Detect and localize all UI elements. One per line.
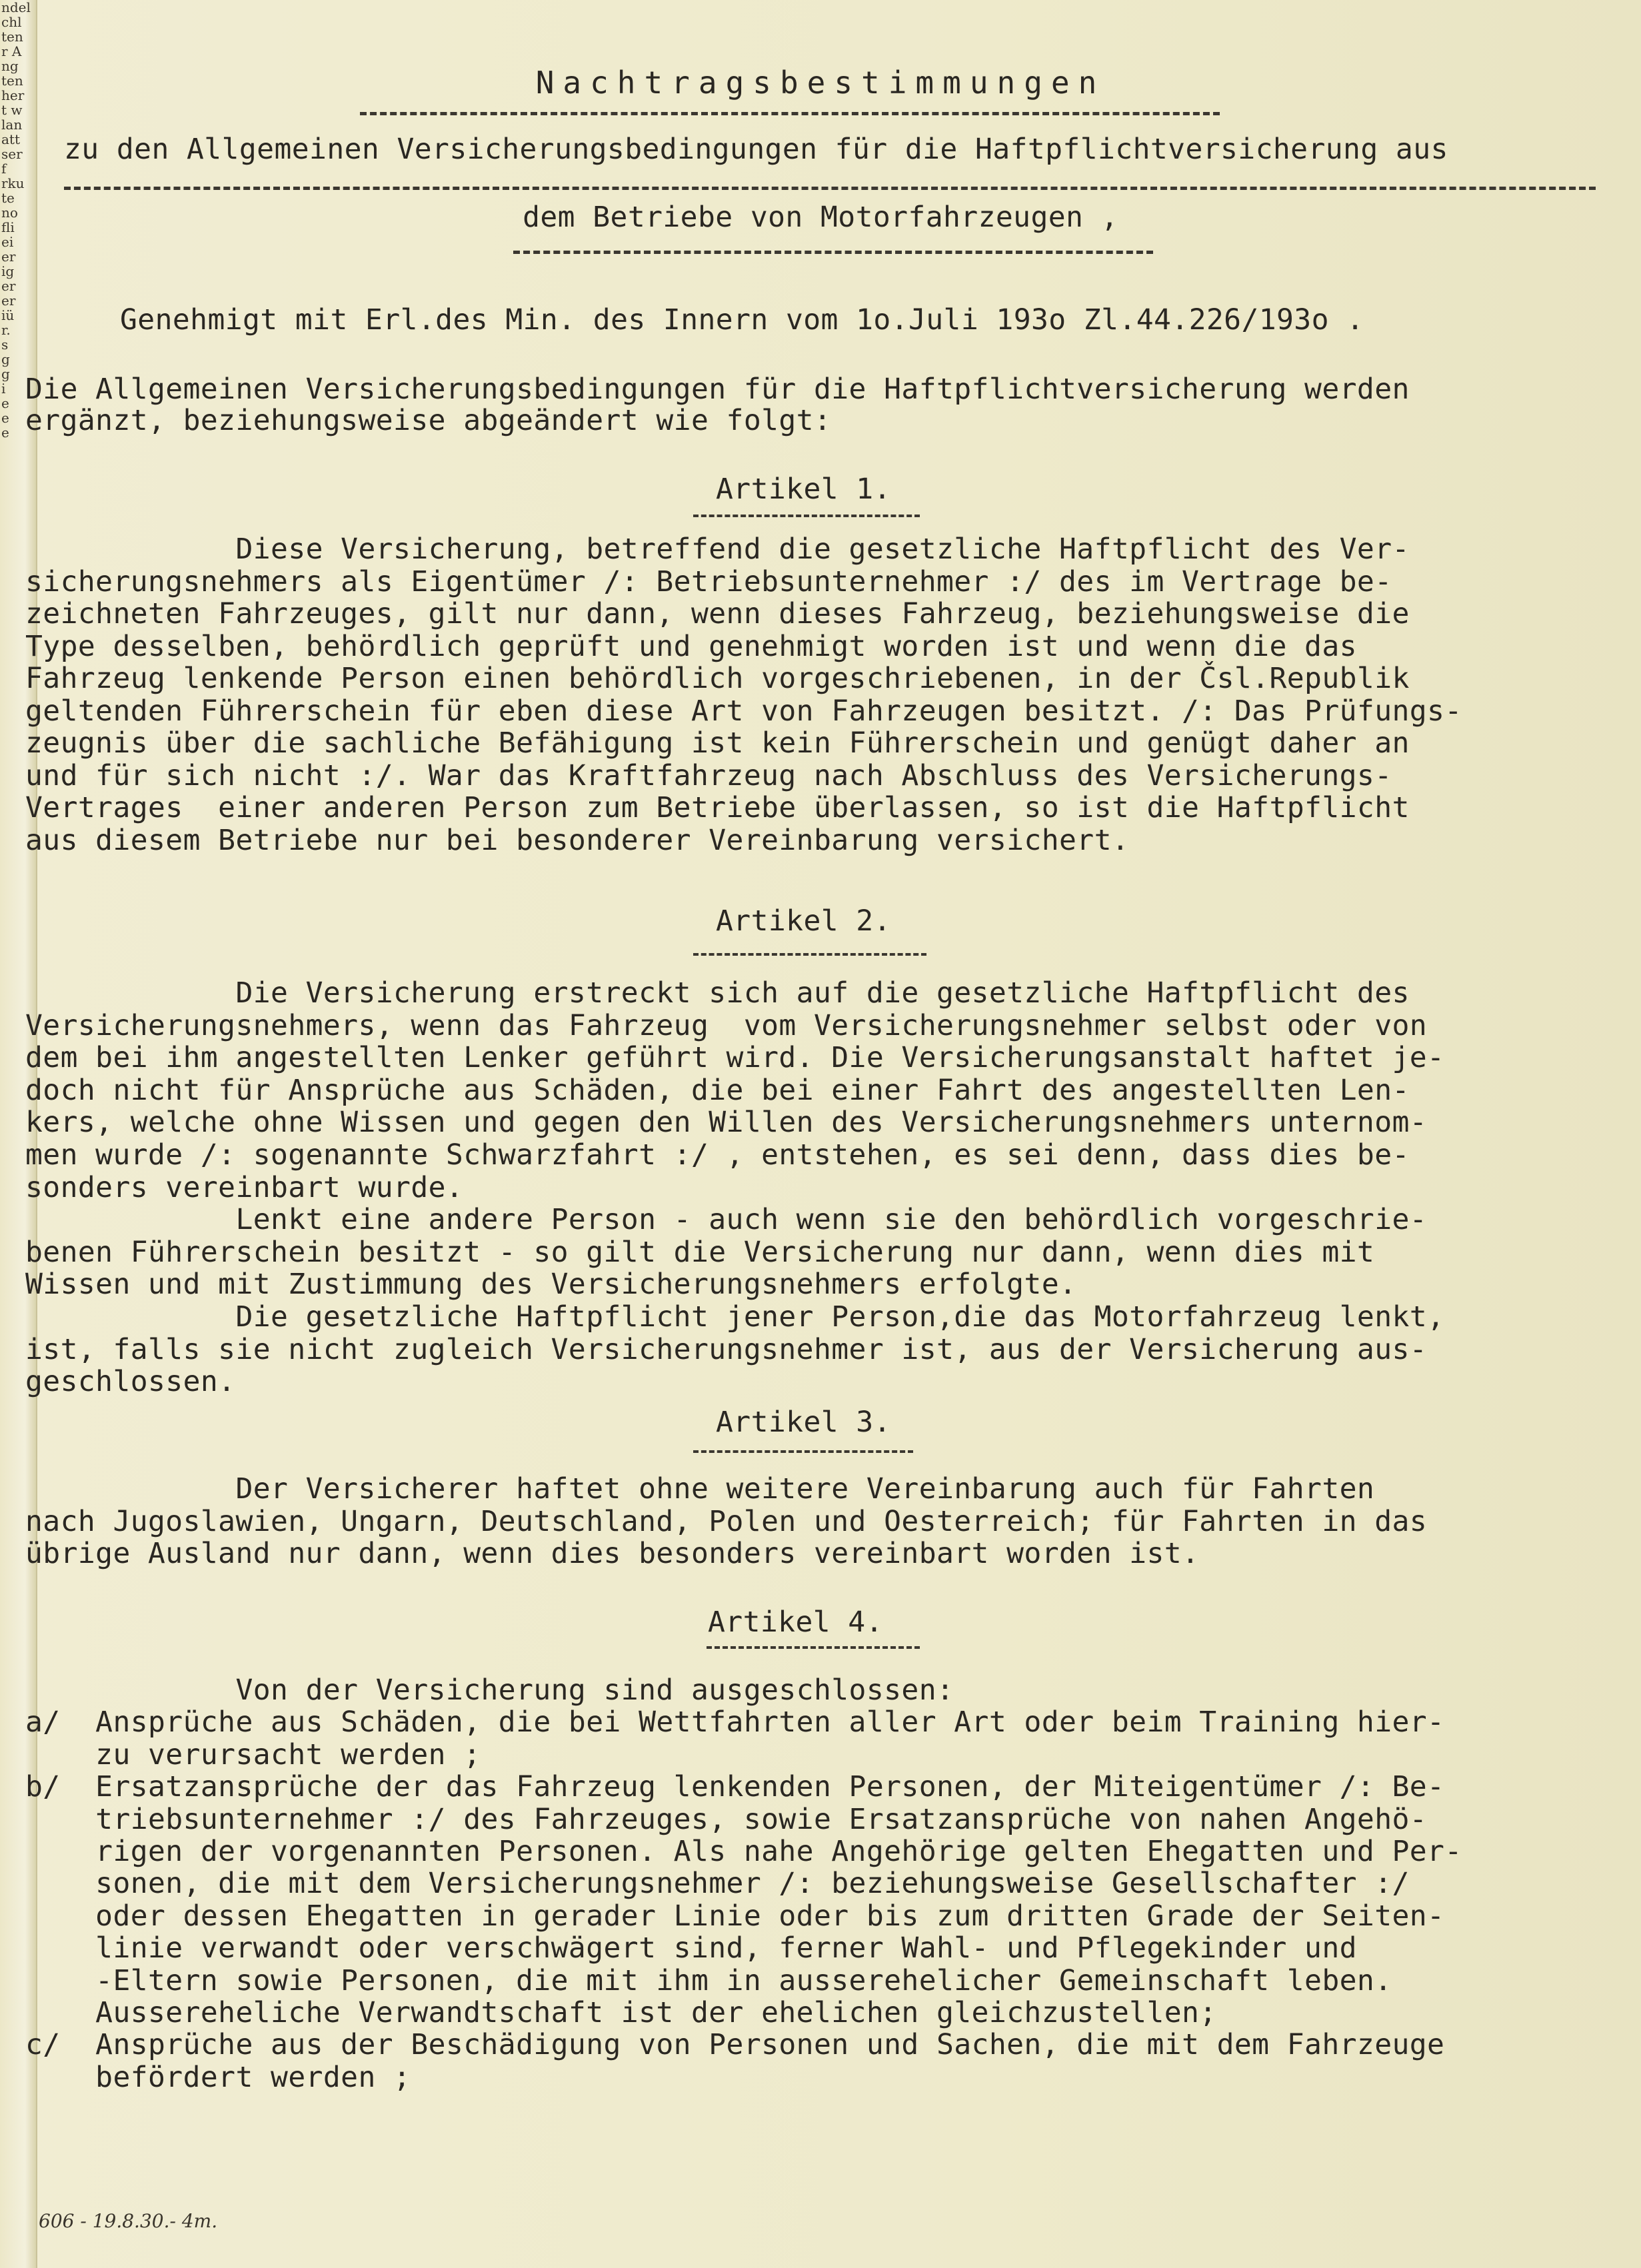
margin-fragment: lan	[1, 117, 23, 133]
margin-fragment: ten	[1, 29, 23, 45]
margin-fragment: te	[1, 190, 15, 206]
margin-fragment: e	[1, 425, 9, 441]
article-heading: Artikel 3.	[716, 1406, 891, 1439]
text-line: befördert werden ;	[25, 2060, 411, 2094]
margin-fragment: ndel	[1, 0, 31, 15]
article-heading-underline	[693, 953, 926, 956]
text-line: sicherungsnehmers als Eigentümer /: Betriebsunternehmer :/ des im Vertrage be-	[25, 565, 1392, 598]
margin-fragment: e	[1, 410, 9, 426]
text-line: zu verursacht werden ;	[25, 1737, 481, 1771]
margin-fragment: ser	[1, 146, 23, 162]
text-line: doch nicht für Ansprüche aus Schäden, die bei einer Fahrt des angestellten Len-	[25, 1073, 1410, 1107]
text-line: men wurde /: sogenannte Schwarzfahrt :/ , entstehen, es sei denn, dass dies be-	[25, 1138, 1410, 1172]
margin-fragment: ng	[1, 58, 19, 74]
article-heading-underline	[693, 515, 920, 517]
text-line: und für sich nicht :/. War das Kraftfahrzeug nach Abschluss des Versicherungs-	[25, 758, 1392, 792]
text-line: dem bei ihm angestellten Lenker geführt wird. Die Versicherungsanstalt haftet je-	[25, 1041, 1445, 1075]
intro-line: ergänzt, beziehungsweise abgeändert wie folgt:	[25, 404, 832, 437]
margin-fragment: e	[1, 395, 9, 411]
approval-note: Genehmigt mit Erl.des Min. des Innern vom 1o.Juli 193o Zl.44.226/193o .	[120, 303, 1364, 337]
text-line: geltenden Führerschein für eben diese Art von Fahrzeugen besitzt. /: Das Prüfungs-	[25, 694, 1462, 728]
text-line: Vertrages einer anderen Person zum Betriebe überlassen, so ist die Haftpflicht	[25, 791, 1410, 824]
margin-fragment: r.	[1, 322, 11, 338]
text-line: sonders vereinbart wurde.	[25, 1170, 464, 1204]
margin-fragment: t w	[1, 102, 23, 118]
margin-fragment: her	[1, 87, 25, 103]
text-line: a/ Ansprüche aus Schäden, die bei Wettfahrten aller Art oder beim Training hier-	[25, 1705, 1445, 1739]
subtitle-line-2: dem Betriebe von Motorfahrzeugen ,	[523, 201, 1118, 234]
text-line: Diese Versicherung, betreffend die gesetzliche Haftpflicht des Ver-	[25, 533, 1410, 566]
text-line: Type desselben, behördlich geprüft und genehmigt worden ist und wenn die das	[25, 629, 1357, 663]
text-line: zeichneten Fahrzeuges, gilt nur dann, wenn dieses Fahrzeug, beziehungsweise die	[25, 597, 1410, 630]
text-line: Lenkt eine andere Person - auch wenn sie den behördlich vorgeschrie-	[25, 1203, 1428, 1237]
text-line: Fahrzeug lenkende Person einen behördlich vorgeschriebenen, in der Čsl.Republik	[25, 662, 1410, 695]
subtitle-line-1: zu den Allgemeinen Versicherungsbedingungen für die Haftpflichtversicherung aus	[64, 133, 1448, 166]
margin-fragment: i	[1, 381, 6, 397]
text-line: kers, welche ohne Wissen und gegen den Willen des Versicherungsnehmers unternom-	[25, 1106, 1428, 1140]
text-line: b/ Ersatzansprüche der das Fahrzeug lenkenden Personen, der Miteigentümer /: Be-	[25, 1770, 1445, 1804]
text-line: linie verwandt oder verschwägert sind, ferner Wahl- und Pflegekinder und	[25, 1931, 1357, 1965]
margin-fragment: er	[1, 278, 16, 294]
margin-fragment: no	[1, 205, 18, 221]
text-line: Versicherungsnehmers, wenn das Fahrzeug vom Versicherungsnehmer selbst oder von	[25, 1008, 1428, 1042]
text-line: Aussereheliche Verwandtschaft ist der ehelichen gleichzustellen;	[25, 1996, 1217, 2029]
margin-fragment: er	[1, 293, 16, 309]
article-heading-underline	[693, 1450, 913, 1453]
text-line: Der Versicherer haftet ohne weitere Vereinbarung auch für Fahrten	[25, 1472, 1375, 1506]
margin-fragment: rku	[1, 175, 25, 191]
margin-fragment: ten	[1, 73, 23, 89]
text-line: ist, falls sie nicht zugleich Versicherungsnehmer ist, aus der Versicherung aus-	[25, 1332, 1428, 1366]
margin-fragment: s	[1, 337, 9, 353]
print-mark: 606 - 19.8.30.- 4m.	[39, 2210, 218, 2232]
article-heading: Artikel 1.	[716, 473, 891, 506]
text-line: rigen der vorgenannten Personen. Als nahe Angehörige gelten Ehegatten und Per-	[25, 1835, 1462, 1868]
text-line: geschlossen.	[25, 1365, 236, 1399]
text-line: nach Jugoslawien, Ungarn, Deutschland, Polen und Oesterreich; für Fahrten in das	[25, 1504, 1428, 1538]
text-line: Die gesetzliche Haftpflicht jener Person,die das Motorfahrzeug lenkt,	[25, 1300, 1445, 1334]
text-line: übrige Ausland nur dann, wenn dies besonders vereinbart worden ist.	[25, 1537, 1200, 1570]
margin-fragment: ei	[1, 234, 14, 250]
text-line: c/ Ansprüche aus der Beschädigung von Personen und Sachen, die mit dem Fahrzeuge	[25, 2028, 1445, 2062]
margin-fragment: f	[1, 161, 7, 177]
text-line: oder dessen Ehegatten in gerader Linie oder bis zum dritten Grade der Seiten-	[25, 1899, 1445, 1933]
text-line: aus diesem Betriebe nur bei besonderer Vereinbarung versichert.	[25, 823, 1130, 857]
margin-fragment: chl	[1, 14, 22, 30]
article-heading-underline	[707, 1646, 920, 1649]
margin-fragment: iü	[1, 307, 15, 323]
margin-fragment: ig	[1, 263, 15, 279]
text-line: Wissen und mit Zustimmung des Versicherungsnehmers erfolgte.	[25, 1268, 1077, 1302]
text-line: sonen, die mit dem Versicherungsnehmer /: beziehungsweise Gesellschafter :/	[25, 1867, 1410, 1901]
article-heading: Artikel 4.	[708, 1606, 883, 1639]
article-heading: Artikel 2.	[716, 904, 891, 938]
margin-fragment: er	[1, 249, 16, 265]
text-line: Von der Versicherung sind ausgeschlossen:	[25, 1674, 954, 1707]
text-line: Die Versicherung erstreckt sich auf die gesetzliche Haftpflicht des	[25, 976, 1410, 1010]
document-title: Nachtragsbestimmungen	[535, 65, 1106, 101]
margin-fragment: r A	[1, 43, 22, 59]
subtitle-rule	[64, 187, 1596, 190]
intro-line: Die Allgemeinen Versicherungsbedingungen für die Haftpflichtversicherung werden	[25, 373, 1410, 406]
margin-fragment: fli	[1, 219, 15, 235]
margin-fragment: att	[1, 131, 20, 147]
text-line: -Eltern sowie Personen, die mit ihm in ausserehelicher Gemeinschaft leben.	[25, 1963, 1392, 1997]
title-underline	[360, 112, 1220, 115]
text-line: benen Führerschein besitzt - so gilt die Versicherung nur dann, wenn dies mit	[25, 1235, 1375, 1269]
text-line: triebsunternehmer :/ des Fahrzeuges, sowie Ersatzansprüche von nahen Angehö-	[25, 1802, 1428, 1836]
text-line: zeugnis über die sachliche Befähigung ist kein Führerschein und genügt daher an	[25, 726, 1410, 760]
subtitle-underline	[513, 251, 1153, 254]
margin-fragment: g	[1, 351, 10, 367]
margin-fragment: g	[1, 366, 10, 382]
